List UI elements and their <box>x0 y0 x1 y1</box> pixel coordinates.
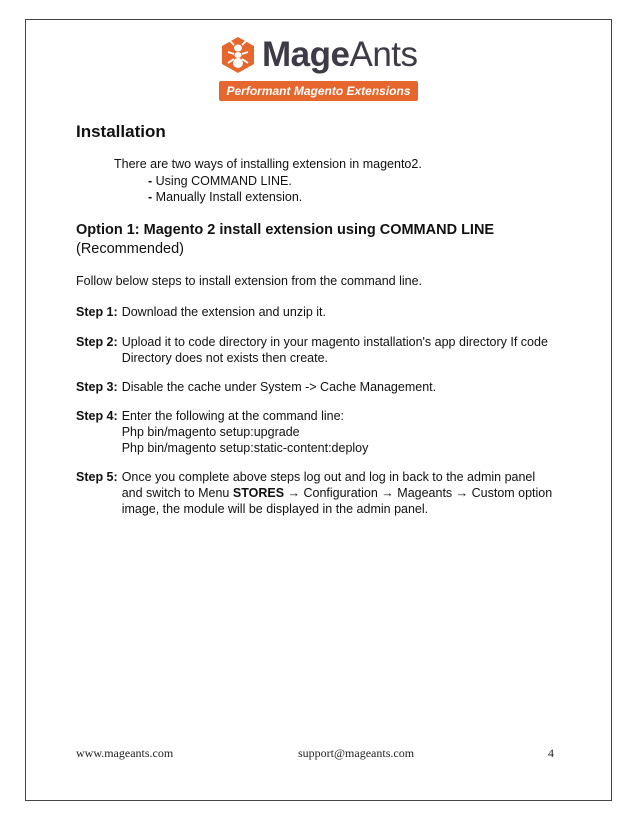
step-label: Step 1: <box>76 305 118 319</box>
step-body <box>122 304 326 320</box>
step-label: Step 2: <box>76 335 118 349</box>
step-line: Once you complete above steps log out and log in back to the admin panel <box>121 470 536 484</box>
step-line: Enter the following at the command line: <box>121 409 345 423</box>
logo-name-bold: Mage <box>262 35 350 74</box>
step-5 <box>76 469 576 517</box>
document-body <box>76 120 576 517</box>
step-body <box>122 334 548 366</box>
step-text: and switch to Menu <box>121 486 233 500</box>
step-1 <box>76 304 576 320</box>
logo-wordmark <box>262 34 418 76</box>
option-subtitle: (Recommended) <box>76 241 184 257</box>
step-line: Upload it to code directory in your magento installation's app directory If code <box>121 335 548 349</box>
step-label: Step 5: <box>76 470 118 484</box>
step-text: → Configuration → Mageants → Custom option <box>284 486 553 500</box>
command-line: Php bin/magento setup:upgrade <box>121 425 300 439</box>
step-line: image, the module will be displayed in the admin panel. <box>121 502 429 516</box>
step-line: Disable the cache under System -> Cache Management. <box>121 380 437 394</box>
step-line: Download the extension and unzip it. <box>121 305 326 319</box>
method-text: Using COMMAND LINE. <box>155 174 292 188</box>
step-4 <box>76 408 576 456</box>
intro-text: There are two ways of installing extension in magento2. <box>114 157 422 171</box>
menu-stores-text: STORES <box>232 486 285 500</box>
bullet-dash: - <box>148 174 153 188</box>
step-body <box>122 408 369 456</box>
method-item <box>148 173 576 189</box>
method-text: Manually Install extension. <box>155 190 303 204</box>
bullet-dash: - <box>148 190 153 204</box>
step-3 <box>76 379 576 395</box>
tagline-badge: Performant Magento Extensions <box>219 81 418 101</box>
step-label: Step 3: <box>76 380 118 394</box>
option-heading: Option 1: Magento 2 install extension using COMMAND LINE <box>76 222 495 238</box>
step-body <box>122 469 553 517</box>
follow-text: Follow below steps to install extension from the command line. <box>76 274 422 288</box>
method-item <box>148 189 576 205</box>
step-2 <box>76 334 576 366</box>
section-heading: Installation <box>76 122 166 141</box>
footer-page-number: 4 <box>548 746 554 760</box>
logo-name-regular: Ants <box>349 35 418 74</box>
step-line <box>122 485 553 501</box>
ant-hexagon-icon <box>218 35 258 75</box>
command-line: Php bin/magento setup:static-content:deploy <box>121 441 369 455</box>
step-label: Step 4: <box>76 409 118 423</box>
footer-website: www.mageants.com <box>76 746 174 760</box>
footer-email: support@mageants.com <box>298 746 415 760</box>
step-line: Directory does not exists then create. <box>121 351 329 365</box>
logo <box>218 34 418 76</box>
step-body <box>122 379 436 395</box>
